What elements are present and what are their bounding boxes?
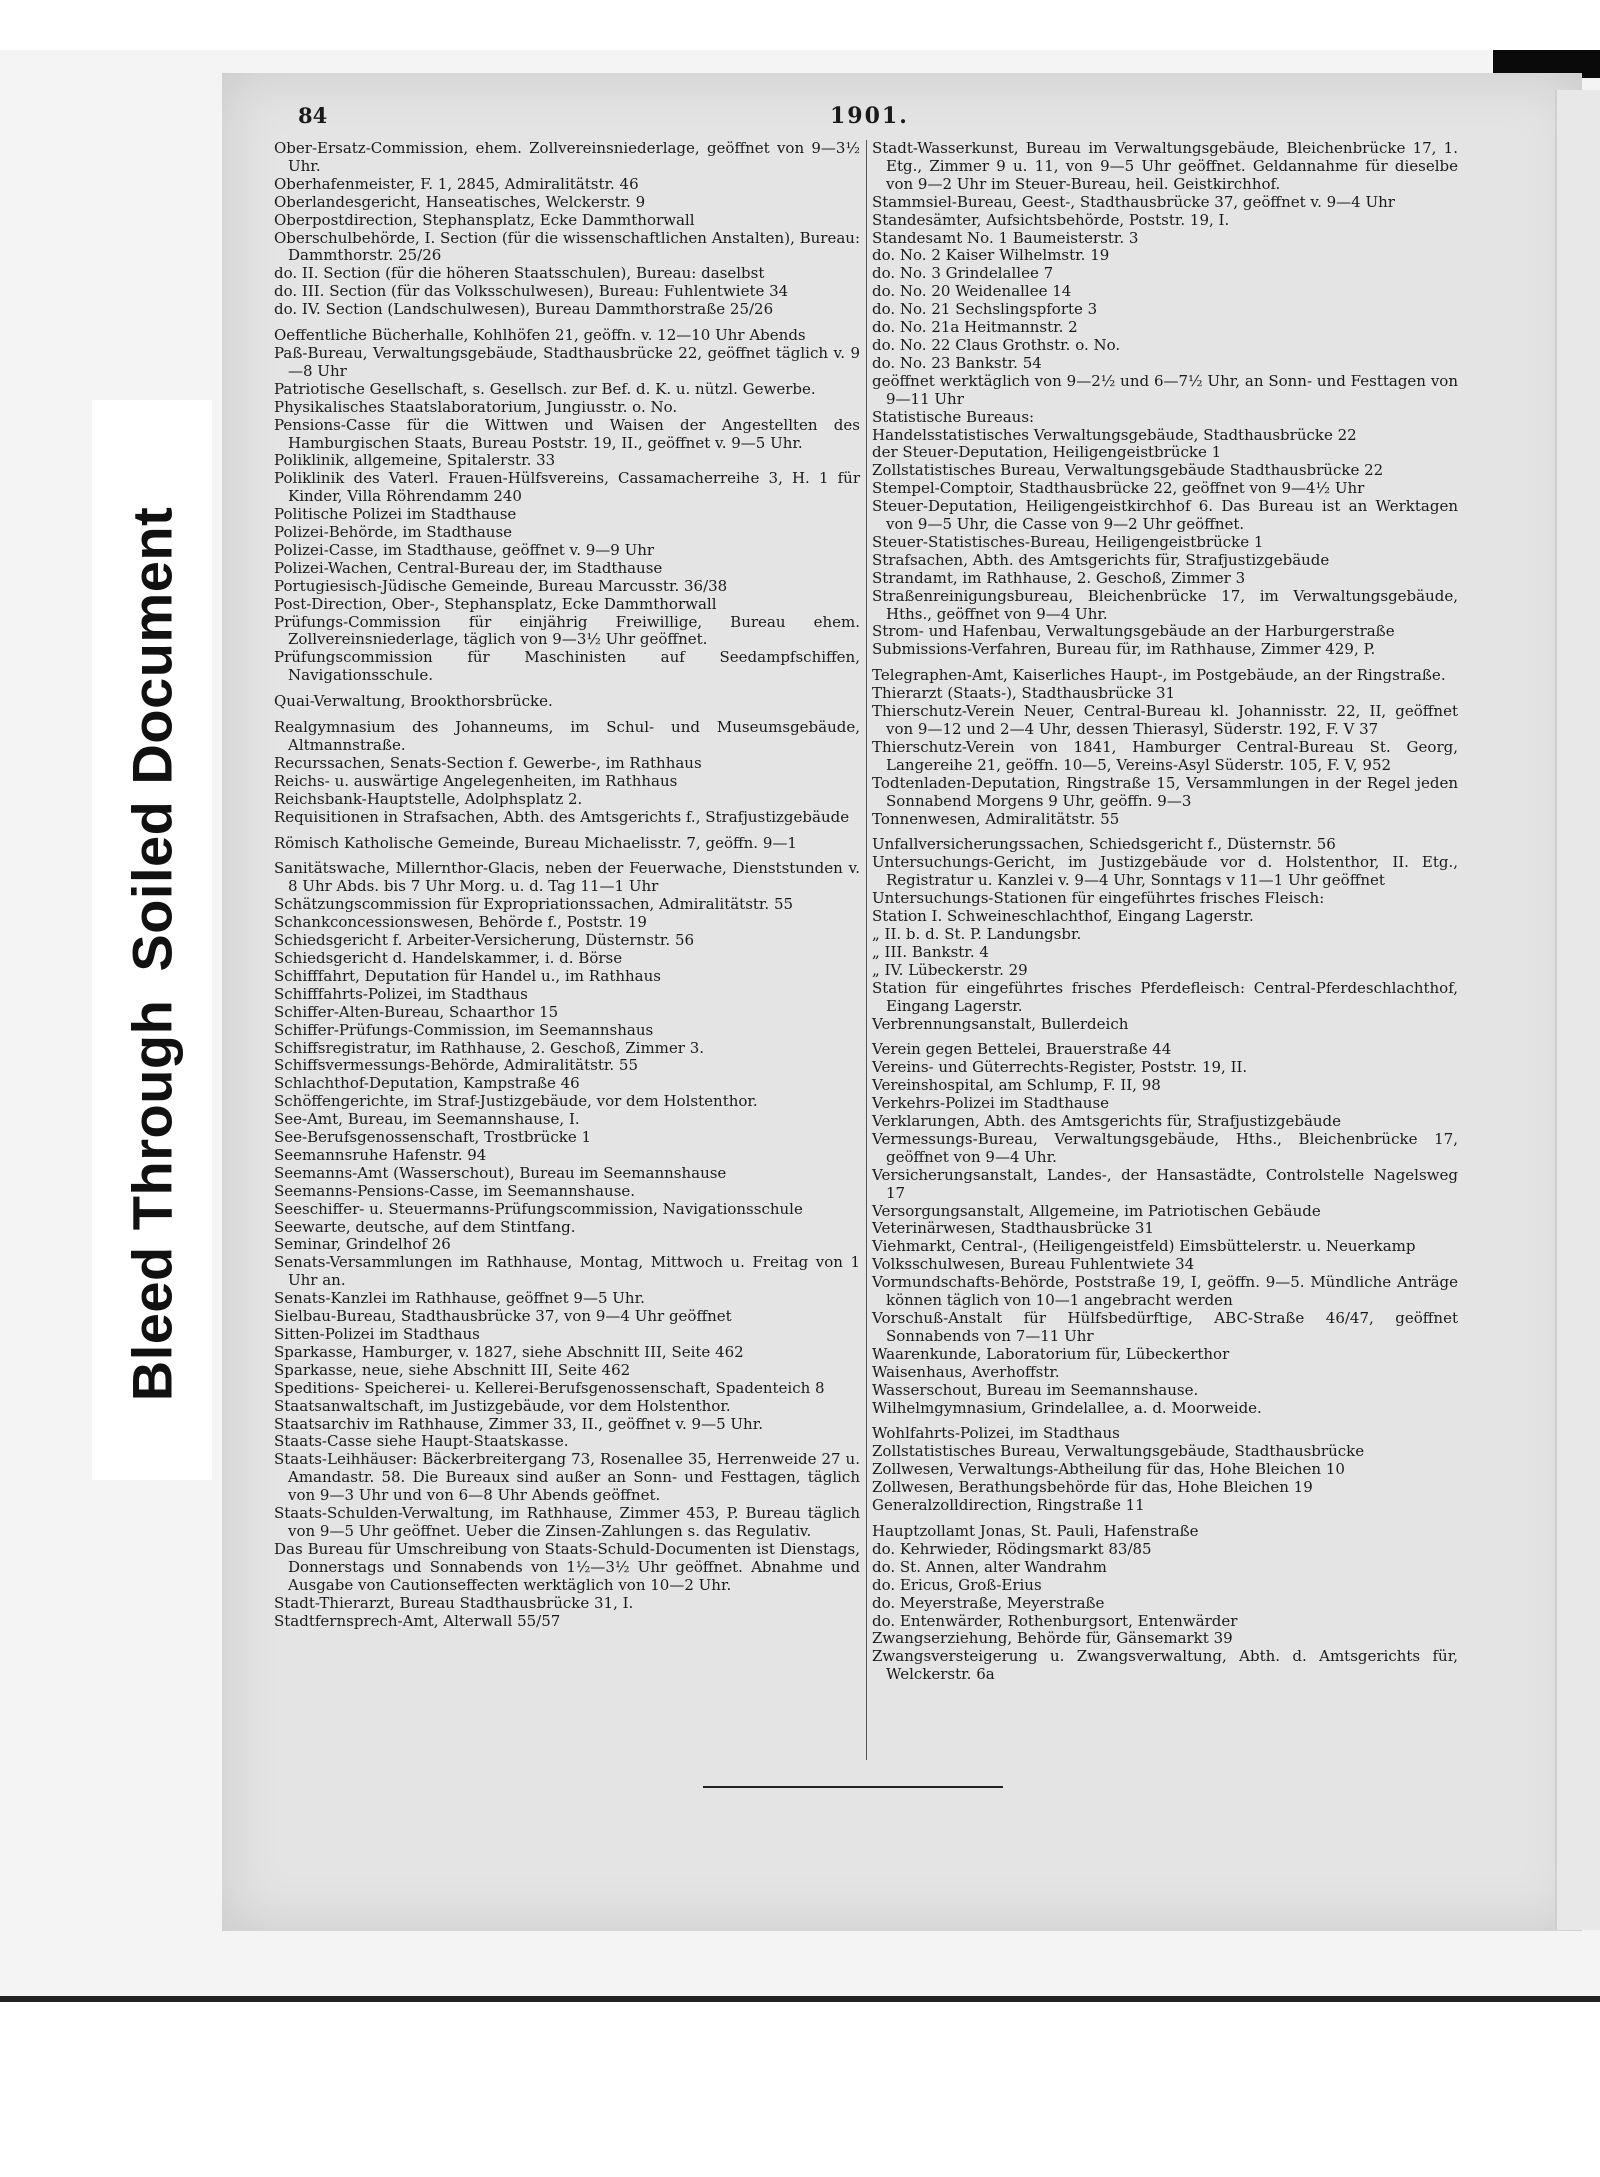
scan-edge-bottom xyxy=(0,1996,1600,2002)
directory-entry: Generalzolldirection, Ringstraße 11 xyxy=(872,1496,1145,1515)
directory-entry: Prüfungscommission für Maschinisten auf Seedampfschiffen, Navigationsschule. xyxy=(274,648,860,685)
directory-entry: „ III. Bankstr. 4 xyxy=(872,942,989,961)
directory-entry: Polizei-Casse, im Stadthause, geöffnet v. 9—9 Uhr xyxy=(274,540,655,559)
page-year: 1901. xyxy=(830,103,909,129)
directory-entry: Polizei-Behörde, im Stadthause xyxy=(274,523,513,542)
directory-entry: do. No. 2 Kaiser Wilhelmstr. 19 xyxy=(872,246,1110,265)
directory-entry: Wohlfahrts-Polizei, im Stadthaus xyxy=(872,1424,1120,1443)
directory-entry: Das Bureau für Umschreibung von Staats-Schuld-Documenten ist Dienstags, Donnerstags und Sonnabends von 1½—3½ Uhr geöffnet. Abnahme und Ausgabe von Cautionseffecten werktäglich von 10—2 Uhr. xyxy=(274,1539,860,1594)
directory-entry: do. Ericus, Groß-Erius xyxy=(872,1575,1042,1594)
directory-entry: do. Entenwärder, Rothenburgsort, Entenwärder xyxy=(872,1611,1238,1630)
directory-entry: Statistische Bureaus: xyxy=(872,407,1035,426)
directory-entry: Seemannsruhe Hafenstr. 94 xyxy=(274,1145,487,1164)
directory-entry: Speditions- Speicherei- u. Kellerei-Berufsgenossenschaft, Spadenteich 8 xyxy=(274,1378,825,1397)
directory-entry: Staats-Leihhäuser: Bäckerbreitergang 73, Rosenallee 35, Herrenweide 27 u. Amandastr. 58. Die Bureaux sind außer an Sonn- und Festtagen, täglich von 9—3 Uhr und von 6—8 Uhr Abends geöffnet. xyxy=(274,1450,860,1505)
directory-entry: Sanitätswache, Millernthor-Glacis, neben der Feuerwache, Dienststunden v. 8 Uhr Abds. bis 7 Uhr Morg. u. d. Tag 11—1 Uhr xyxy=(274,859,860,896)
directory-entry: Unfallversicherungssachen, Schiedsgericht f., Düsternstr. 56 xyxy=(872,835,1336,854)
directory-entry: Waarenkunde, Laboratorium für, Lübeckerthor xyxy=(872,1344,1230,1363)
end-rule xyxy=(703,1786,1003,1788)
directory-entry: do. No. 20 Weidenallee 14 xyxy=(872,282,1072,301)
directory-entry: Strafsachen, Abth. des Amtsgerichts für, Strafjustizgebäude xyxy=(872,550,1330,569)
directory-entry: Reichsbank-Hauptstelle, Adolphsplatz 2. xyxy=(274,789,583,808)
directory-entry: „ II. b. d. St. P. Landungsbr. xyxy=(872,924,1082,943)
directory-entry: Staats-Casse siehe Haupt-Staatskasse. xyxy=(274,1432,569,1451)
directory-entry: Zwangsversteigerung u. Zwangsverwaltung, Abth. d. Amtsgerichts für, Welckerstr. 6a xyxy=(872,1647,1458,1684)
directory-entry: Pensions-Casse für die Wittwen und Waisen der Angestellten des Hamburgischen Staats, Bureau Poststr. 19, II., geöffnet v. 9—5 Uhr. xyxy=(274,415,860,452)
directory-entry: Submissions-Verfahren, Bureau für, im Rathhause, Zimmer 429, P. xyxy=(872,640,1376,659)
directory-entry: do. III. Section (für das Volksschulwesen), Bureau: Fuhlentwiete 34 xyxy=(274,282,789,301)
directory-entry: Schiffsregistratur, im Rathhause, 2. Geschoß, Zimmer 3. xyxy=(274,1038,705,1057)
directory-entry: Oberlandesgericht, Hanseatisches, Welckerstr. 9 xyxy=(274,192,646,211)
directory-entry: Polizei-Wachen, Central-Bureau der, im Stadthause xyxy=(274,558,663,577)
directory-entry: Sparkasse, Hamburger, v. 1827, siehe Abschnitt III, Seite 462 xyxy=(274,1342,744,1361)
directory-entry: Versicherungsanstalt, Landes-, der Hansastädte, Controlstelle Nagelsweg 17 xyxy=(872,1165,1458,1202)
directory-entry: Verkehrs-Polizei im Stadthause xyxy=(872,1094,1110,1113)
directory-entry: Schiffer-Prüfungs-Commission, im Seemannshaus xyxy=(274,1020,654,1039)
directory-entry: Untersuchungs-Stationen für eingeführtes frisches Fleisch: xyxy=(872,889,1325,908)
directory-entry: Stadt-Thierarzt, Bureau Stadthausbrücke 31, I. xyxy=(274,1593,634,1612)
directory-entry: Strandamt, im Rathhause, 2. Geschoß, Zimmer 3 xyxy=(872,568,1246,587)
directory-entry: Schlachthof-Deputation, Kampstraße 46 xyxy=(274,1074,580,1093)
directory-entry: Standesamt No. 1 Baumeisterstr. 3 xyxy=(872,228,1139,247)
directory-entry: do. Meyerstraße, Meyerstraße xyxy=(872,1593,1105,1612)
directory-entry: Oberhafenmeister, F. 1, 2845, Admiralitätstr. 46 xyxy=(274,174,639,193)
directory-entry: Portugiesisch-Jüdische Gemeinde, Bureau Marcusstr. 36/38 xyxy=(274,576,728,595)
directory-entry: Vorschuß-Anstalt für Hülfsbedürftige, ABC-Straße 46/47, geöffnet Sonnabends von 7—11 Uhr xyxy=(872,1309,1458,1345)
directory-entry: Vormundschafts-Behörde, Poststraße 19, I, geöffn. 9—5. Mündliche Anträge können täglich von 10—1 angebracht werden xyxy=(872,1273,1458,1310)
directory-entry: Staatsanwaltschaft, im Justizgebäude, vor dem Holstenthor. xyxy=(274,1396,731,1415)
directory-entry: Telegraphen-Amt, Kaiserliches Haupt-, im Postgebäude, an der Ringstraße. xyxy=(872,666,1446,685)
directory-entry: Schiedsgericht f. Arbeiter-Versicherung, Düsternstr. 56 xyxy=(274,931,695,950)
directory-entry: Verklarungen, Abth. des Amtsgerichts für, Strafjustizgebäude xyxy=(872,1112,1342,1131)
directory-entry: Paß-Bureau, Verwaltungsgebäude, Stadthausbrücke 22, geöffnet täglich v. 9—8 Uhr xyxy=(274,343,860,380)
directory-entry: Senats-Versammlungen im Rathhause, Montag, Mittwoch u. Freitag von 1 Uhr an. xyxy=(274,1253,860,1290)
directory-entry: Sielbau-Bureau, Stadthausbrücke 37, von 9—4 Uhr geöffnet xyxy=(274,1307,732,1326)
directory-entry: Seeschiffer- u. Steuermanns-Prüfungscommission, Navigationsschule xyxy=(274,1199,803,1218)
directory-entry: Hauptzollamt Jonas, St. Pauli, Hafenstraße xyxy=(872,1521,1199,1540)
directory-entry: Thierschutz-Verein von 1841, Hamburger Central-Bureau St. Georg, Langereihe 21, geöffn. 10—5, Vereins-Asyl Süderstr. 105, F. V, 952 xyxy=(872,737,1458,774)
directory-entry: Oeffentliche Bücherhalle, Kohlhöfen 21, geöffn. v. 12—10 Uhr Abends xyxy=(274,326,806,345)
directory-entry: Vereinshospital, am Schlump, F. II, 98 xyxy=(872,1076,1161,1095)
directory-entry: Requisitionen in Strafsachen, Abth. des Amtsgerichts f., Strafjustizgebäude xyxy=(274,807,850,826)
stamp-line-2: Soiled Document xyxy=(120,506,184,972)
directory-entry: Vermessungs-Bureau, Verwaltungsgebäude, Hths., Bleichenbrücke 17, geöffnet von 9—4 Uhr. xyxy=(872,1129,1458,1166)
directory-entry: Seminar, Grindelhof 26 xyxy=(274,1235,451,1254)
directory-entry: Seemanns-Pensions-Casse, im Seemannshause. xyxy=(274,1181,636,1200)
directory-entry: Poliklinik, allgemeine, Spitalerstr. 33 xyxy=(274,451,556,470)
page-number: 84 xyxy=(298,103,328,128)
directory-entry: Patriotische Gesellschaft, s. Gesellsch. zur Bef. d. K. u. nützl. Gewerbe. xyxy=(274,379,816,398)
directory-entry: Vereins- und Güterrechts-Register, Poststr. 19, II. xyxy=(872,1058,1248,1077)
bleed-through-stamp xyxy=(120,479,185,1401)
directory-entry: Zwangserziehung, Behörde für, Gänsemarkt 39 xyxy=(872,1629,1233,1648)
directory-entry: Untersuchungs-Gericht, im Justizgebäude vor d. Holstenthor, II. Etg., Registratur u. Kanzlei v. 9—4 Uhr, Sonntags v 11—1 Uhr geöffnet xyxy=(872,853,1458,890)
directory-entry: Schifffahrts-Polizei, im Stadthaus xyxy=(274,984,528,1003)
directory-entry: Seewarte, deutsche, auf dem Stintfang. xyxy=(274,1217,576,1236)
directory-entry: Stammsiel-Bureau, Geest-, Stadthausbrücke 37, geöffnet v. 9—4 Uhr xyxy=(872,192,1395,211)
directory-entry: Stadt-Wasserkunst, Bureau im Verwaltungsgebäude, Bleichenbrücke 17, 1. Etg., Zimmer 9 u. 11, von 9—5 Uhr geöffnet. Geldannahme für dieselbe von 9—2 Uhr im Steuer-Bureau, heil. Geistkirchhof. xyxy=(872,139,1458,193)
directory-entry: Veterinärwesen, Stadthausbrücke 31 xyxy=(872,1219,1154,1238)
directory-entry: Viehmarkt, Central-, (Heiligengeistfeld) Eimsbüttelerstr. u. Neuerkamp xyxy=(872,1237,1416,1256)
directory-entry: Reichs- u. auswärtige Angelegenheiten, im Rathhaus xyxy=(274,771,678,790)
directory-entry: Stadtfernsprech-Amt, Alterwall 55/57 xyxy=(274,1611,561,1630)
directory-entry: Schiffer-Alten-Bureau, Schaarthor 15 xyxy=(274,1002,559,1021)
directory-entry: Römisch Katholische Gemeinde, Bureau Michaelisstr. 7, geöffn. 9—1 xyxy=(274,833,797,852)
directory-entry: do. No. 22 Claus Grothstr. o. No. xyxy=(872,335,1121,354)
directory-entry: Staatsarchiv im Rathhause, Zimmer 33, II., geöffnet v. 9—5 Uhr. xyxy=(274,1414,764,1433)
directory-entry: Steuer-Statistisches-Bureau, Heiligengeistbrücke 1 xyxy=(872,532,1264,551)
directory-entry: Straßenreinigungsbureau, Bleichenbrücke 17, im Verwaltungsgebäude, Hths., geöffnet von 9—4 Uhr. xyxy=(872,586,1458,623)
directory-entry: do. No. 21a Heitmannstr. 2 xyxy=(872,318,1078,337)
adjacent-page-edge xyxy=(1555,90,1600,1930)
directory-entry: See-Berufsgenossenschaft, Trostbrücke 1 xyxy=(274,1128,592,1147)
directory-entry: Schifffahrt, Deputation für Handel u., im Rathhaus xyxy=(274,966,661,985)
right-column xyxy=(872,140,1458,1684)
directory-entry: do. No. 23 Bankstr. 54 xyxy=(872,353,1042,372)
directory-entry: geöffnet werktäglich von 9—2½ und 6—7½ Uhr, an Sonn- und Festtagen von 9—11 Uhr xyxy=(872,371,1458,408)
directory-entry: Steuer-Deputation, Heiligengeistkirchhof 6. Das Bureau ist an Werktagen von 9—5 Uhr, die Casse von 9—2 Uhr geöffnet. xyxy=(872,497,1458,534)
directory-entry: Stempel-Comptoir, Stadthausbrücke 22, geöffnet von 9—4½ Uhr xyxy=(872,479,1365,498)
directory-entry: Schöffengerichte, im Straf-Justizgebäude, vor dem Holstenthor. xyxy=(274,1092,758,1111)
directory-entry: Wilhelmgymnasium, Grindelallee, a. d. Moorweide. xyxy=(872,1398,1262,1417)
directory-entry: Handelsstatistisches Verwaltungsgebäude, Stadthausbrücke 22 xyxy=(872,425,1357,444)
directory-entry: Zollwesen, Berathungsbehörde für das, Hohe Bleichen 19 xyxy=(872,1478,1313,1497)
directory-entry: do. II. Section (für die höheren Staatsschulen), Bureau: daselbst xyxy=(274,264,765,283)
directory-entry: Thierarzt (Staats-), Stadthausbrücke 31 xyxy=(872,684,1176,703)
directory-entry: Post-Direction, Ober-, Stephansplatz, Ecke Dammthorwall xyxy=(274,594,717,613)
directory-entry: Tonnenwesen, Admiralitätstr. 55 xyxy=(872,809,1120,828)
directory-entry: Volksschulwesen, Bureau Fuhlentwiete 34 xyxy=(872,1255,1195,1274)
directory-entry: Thierschutz-Verein Neuer, Central-Bureau kl. Johannisstr. 22, II, geöffnet von 9—12 und 2—4 Uhr, dessen Thierasyl, Süderstr. 192, F. V 37 xyxy=(872,702,1458,738)
directory-entry: Station für eingeführtes frisches Pferdefleisch: Central-Pferdeschlachthof, Eingang Lagerstr. xyxy=(872,978,1458,1015)
directory-entry: der Steuer-Deputation, Heiligengeistbrücke 1 xyxy=(872,443,1222,462)
stamp-line-1: Bleed Through xyxy=(120,999,184,1402)
directory-entry: Schätzungscommission für Expropriationssachen, Admiralitätstr. 55 xyxy=(274,895,794,914)
directory-entry: Todtenladen-Deputation, Ringstraße 15, Versammlungen in der Regel jeden Sonnabend Morgens 9 Uhr, geöffn. 9—3 xyxy=(872,773,1458,810)
directory-entry: Prüfungs-Commission für einjährig Freiwillige, Bureau ehem. Zollvereinsniederlage, täglich von 9—3½ Uhr geöffnet. xyxy=(274,612,860,649)
directory-entry: Schiedsgericht d. Handelskammer, i. d. Börse xyxy=(274,948,623,967)
directory-entry: Politische Polizei im Stadthause xyxy=(274,505,517,524)
directory-entry: Schiffsvermessungs-Behörde, Admiralitätstr. 55 xyxy=(274,1056,639,1075)
directory-entry: Wasserschout, Bureau im Seemannshause. xyxy=(872,1380,1199,1399)
left-column xyxy=(274,140,860,1630)
directory-entry: Sparkasse, neue, siehe Abschnitt III, Seite 462 xyxy=(274,1360,631,1379)
directory-entry: Standesämter, Aufsichtsbehörde, Poststr. 19, I. xyxy=(872,210,1230,229)
directory-entry: do. IV. Section (Landschulwesen), Bureau Dammthorstraße 25/26 xyxy=(274,300,774,319)
directory-entry: Poliklinik des Vaterl. Frauen-Hülfsvereins, Cassamacherreihe 3, H. 1 für Kinder, Villa Röhrendamm 240 xyxy=(274,469,860,506)
directory-entry: Zollstatistisches Bureau, Verwaltungsgebäude, Stadthausbrücke xyxy=(872,1442,1365,1461)
directory-entry: Zollwesen, Verwaltungs-Abtheilung für das, Hohe Bleichen 10 xyxy=(872,1460,1345,1479)
directory-entry: Physikalisches Staatslaboratorium, Jungiusstr. o. No. xyxy=(274,397,678,416)
column-divider xyxy=(866,140,867,1760)
directory-entry: Senats-Kanzlei im Rathhause, geöffnet 9—5 Uhr. xyxy=(274,1289,645,1308)
directory-entry: Oberpostdirection, Stephansplatz, Ecke Dammthorwall xyxy=(274,210,695,229)
directory-entry: Versorgungsanstalt, Allgemeine, im Patriotischen Gebäude xyxy=(872,1201,1321,1220)
directory-entry: Quai-Verwaltung, Brookthorsbrücke. xyxy=(274,692,553,711)
directory-entry: Schankconcessionswesen, Behörde f., Poststr. 19 xyxy=(274,913,647,932)
directory-entry: See-Amt, Bureau, im Seemannshause, I. xyxy=(274,1110,580,1129)
directory-entry: Recurssachen, Senats-Section f. Gewerbe-, im Rathhaus xyxy=(274,753,702,772)
directory-entry: Verbrennungsanstalt, Bullerdeich xyxy=(872,1014,1129,1033)
directory-entry: Sitten-Polizei im Stadthaus xyxy=(274,1325,480,1343)
directory-entry: do. Kehrwieder, Rödingsmarkt 83/85 xyxy=(872,1539,1152,1558)
directory-entry: Ober-Ersatz-Commission, ehem. Zollvereinsniederlage, geöffnet von 9—3½ Uhr. xyxy=(274,139,860,175)
directory-entry: Oberschulbehörde, I. Section (für die wissenschaftlichen Anstalten), Bureau: Dammthorstr. 25/26 xyxy=(274,228,860,265)
directory-entry: do. No. 3 Grindelallee 7 xyxy=(872,264,1054,283)
directory-entry: Zollstatistisches Bureau, Verwaltungsgebäude Stadthausbrücke 22 xyxy=(872,461,1384,480)
directory-entry: Realgymnasium des Johanneums, im Schul- und Museumsgebäude, Altmannstraße. xyxy=(274,718,860,754)
directory-entry: Staats-Schulden-Verwaltung, im Rathhause, Zimmer 453, P. Bureau täglich von 9—5 Uhr geöffnet. Ueber die Zinsen-Zahlungen s. das Regulativ. xyxy=(274,1504,860,1540)
directory-entry: Strom- und Hafenbau, Verwaltungsgebäude an der Harburgerstraße xyxy=(872,622,1395,641)
directory-entry: Seemanns-Amt (Wasserschout), Bureau im Seemannshause xyxy=(274,1163,727,1182)
directory-entry: do. No. 21 Sechslingspforte 3 xyxy=(872,300,1098,319)
directory-entry: Station I. Schweineschlachthof, Eingang Lagerstr. xyxy=(872,907,1254,926)
directory-entry: „ IV. Lübeckerstr. 29 xyxy=(872,960,1028,979)
directory-entry: Verein gegen Bettelei, Brauerstraße 44 xyxy=(872,1040,1172,1059)
directory-entry: Waisenhaus, Averhoffstr. xyxy=(872,1362,1060,1381)
directory-entry: do. St. Annen, alter Wandrahm xyxy=(872,1557,1107,1576)
